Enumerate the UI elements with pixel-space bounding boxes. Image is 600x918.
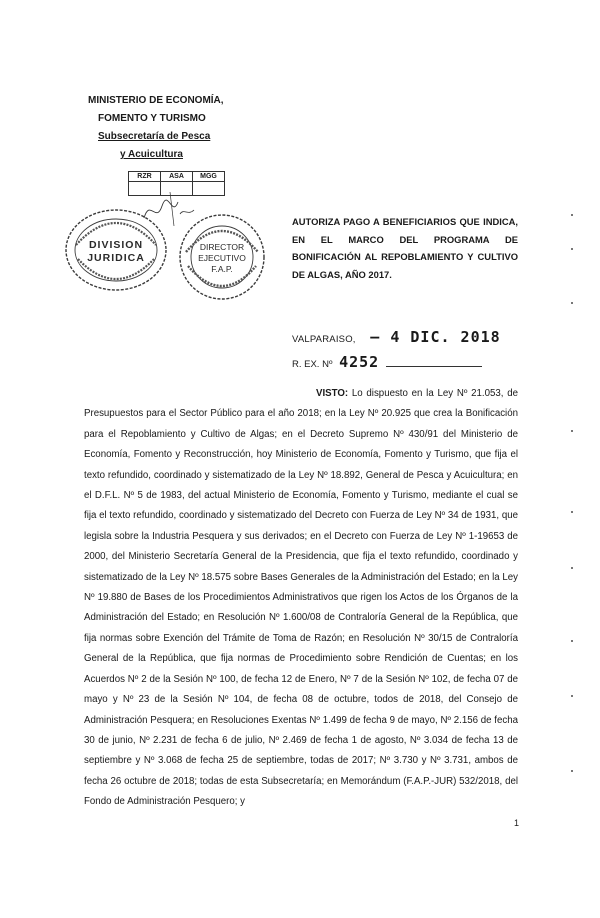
ministry-name-line2: FOMENTO Y TURISMO	[98, 113, 206, 124]
subsecretaria-line2: y Acuicultura	[120, 149, 183, 160]
rex-underline	[386, 366, 482, 367]
date-line	[292, 328, 501, 346]
ministry-header	[88, 92, 248, 164]
director-ejecutivo-stamp	[174, 212, 270, 302]
city-label: VALPARAISO,	[292, 334, 356, 345]
scan-edge-marks	[571, 0, 579, 918]
initials-header-rzr: RZR	[129, 172, 161, 182]
visto-heading: VISTO:	[316, 388, 349, 399]
visto-text: Lo dispuesto en la Ley Nº 21.053, de Presupuestos para el Sector Público para el año 2018; en la Ley Nº 20.925 que crea la Bonificación para el Repoblamiento y Cultivo de Algas; en el Decreto Supremo Nº 430/91 del Ministerio de Economía, Fomento y Reconstrucción, hoy Ministerio de Economía, Fomento y Turismo, que fija el texto refundido, coordinado y sistematizado de la Ley Nº 18.892, General de Pesca y Acuicultura; en el D.F.L. Nº 5 de 1983, del actual Ministerio de Economía, Fomento y Turismo, mediante el cual se fija el texto refundido, coordinado y sistematizado del Decreto con Fuerza de Ley Nº 34 de 1931, que legisla sobre la Industria Pesquera y sus derivados; en el Decreto con Fuerza de Ley Nº 1-19653 de 2000, del Ministerio Secretaría General de la Presidencia, que fija el texto refundido, coordinado y sistematizado de la Ley Nº 18.575 sobre Bases Generales de la Administración del Estado; en la Ley Nº 19.880 de Bases de los Procedimientos Administrativos que rigen los Actos de los Órganos de la Administración del Estado; en Resolución Nº 1.600/08 de Contraloría General de la República, que fija normas sobre Exención del Trámite de Toma de Razón; en Resolución Nº 30/15 de Contraloría General de la República, que fija normas de Procedimiento sobre Rendición de Cuentas; en los Acuerdos Nº 2 de la Sesión Nº 100, de fecha 12 de Enero, Nº 7 de la Sesión Nº 102, de fecha 07 de mayo y Nº 23 de la Sesión Nº 104, de fecha 08 de octubre, todos de 2018, del Consejo de Administración Pesquera; en Resoluciones Exentas Nº 1.499 de fecha 9 de mayo, Nº 2.156 de fecha 30 de junio, Nº 2.231 de fecha 6 de julio, Nº 2.469 de fecha 1 de agosto, Nº 3.034 de fecha 13 de septiembre y Nº 3.068 de fecha 25 de septiembre, todas de 2017; Nº 3.730 y Nº 3.731, ambos de fecha 26 octubre de 2018; todas de esta Subsecretaría; en Memorándum (F.A.P.-JUR) 532/2018, del Fondo de Administración Pesquero; y	[84, 388, 518, 808]
initials-header-mgg: MGG	[193, 172, 225, 182]
visto-paragraph	[84, 384, 518, 813]
rex-number: 4252	[339, 353, 380, 371]
stamp-juridica-line2: JURIDICA	[87, 252, 145, 264]
resolution-number-line	[292, 353, 482, 371]
stamp-director-line2: EJECUTIVO	[198, 253, 246, 263]
ministry-name-line1: MINISTERIO DE ECONOMÍA,	[88, 95, 224, 106]
stamped-date: – 4 DIC. 2018	[370, 328, 501, 346]
stamp-director-line3: F.A.P.	[211, 264, 233, 274]
rex-label: R. EX. Nº	[292, 359, 333, 370]
stamp-juridica-line1: DIVISION	[88, 239, 144, 251]
division-juridica-stamp	[62, 205, 170, 295]
stamp-director-line1: DIRECTOR	[199, 242, 245, 252]
resolution-title: AUTORIZA PAGO A BENEFICIARIOS QUE INDICA, EN EL MARCO DEL PROGRAMA DE BONIFICACIÓN AL REPOBLAMIENTO Y CULTIVO DE ALGAS, AÑO 2017.	[292, 216, 518, 280]
subsecretaria-line1: Subsecretaría de Pesca	[98, 131, 211, 142]
page-number: 1	[514, 818, 520, 828]
initials-header-asa: ASA	[161, 172, 193, 182]
